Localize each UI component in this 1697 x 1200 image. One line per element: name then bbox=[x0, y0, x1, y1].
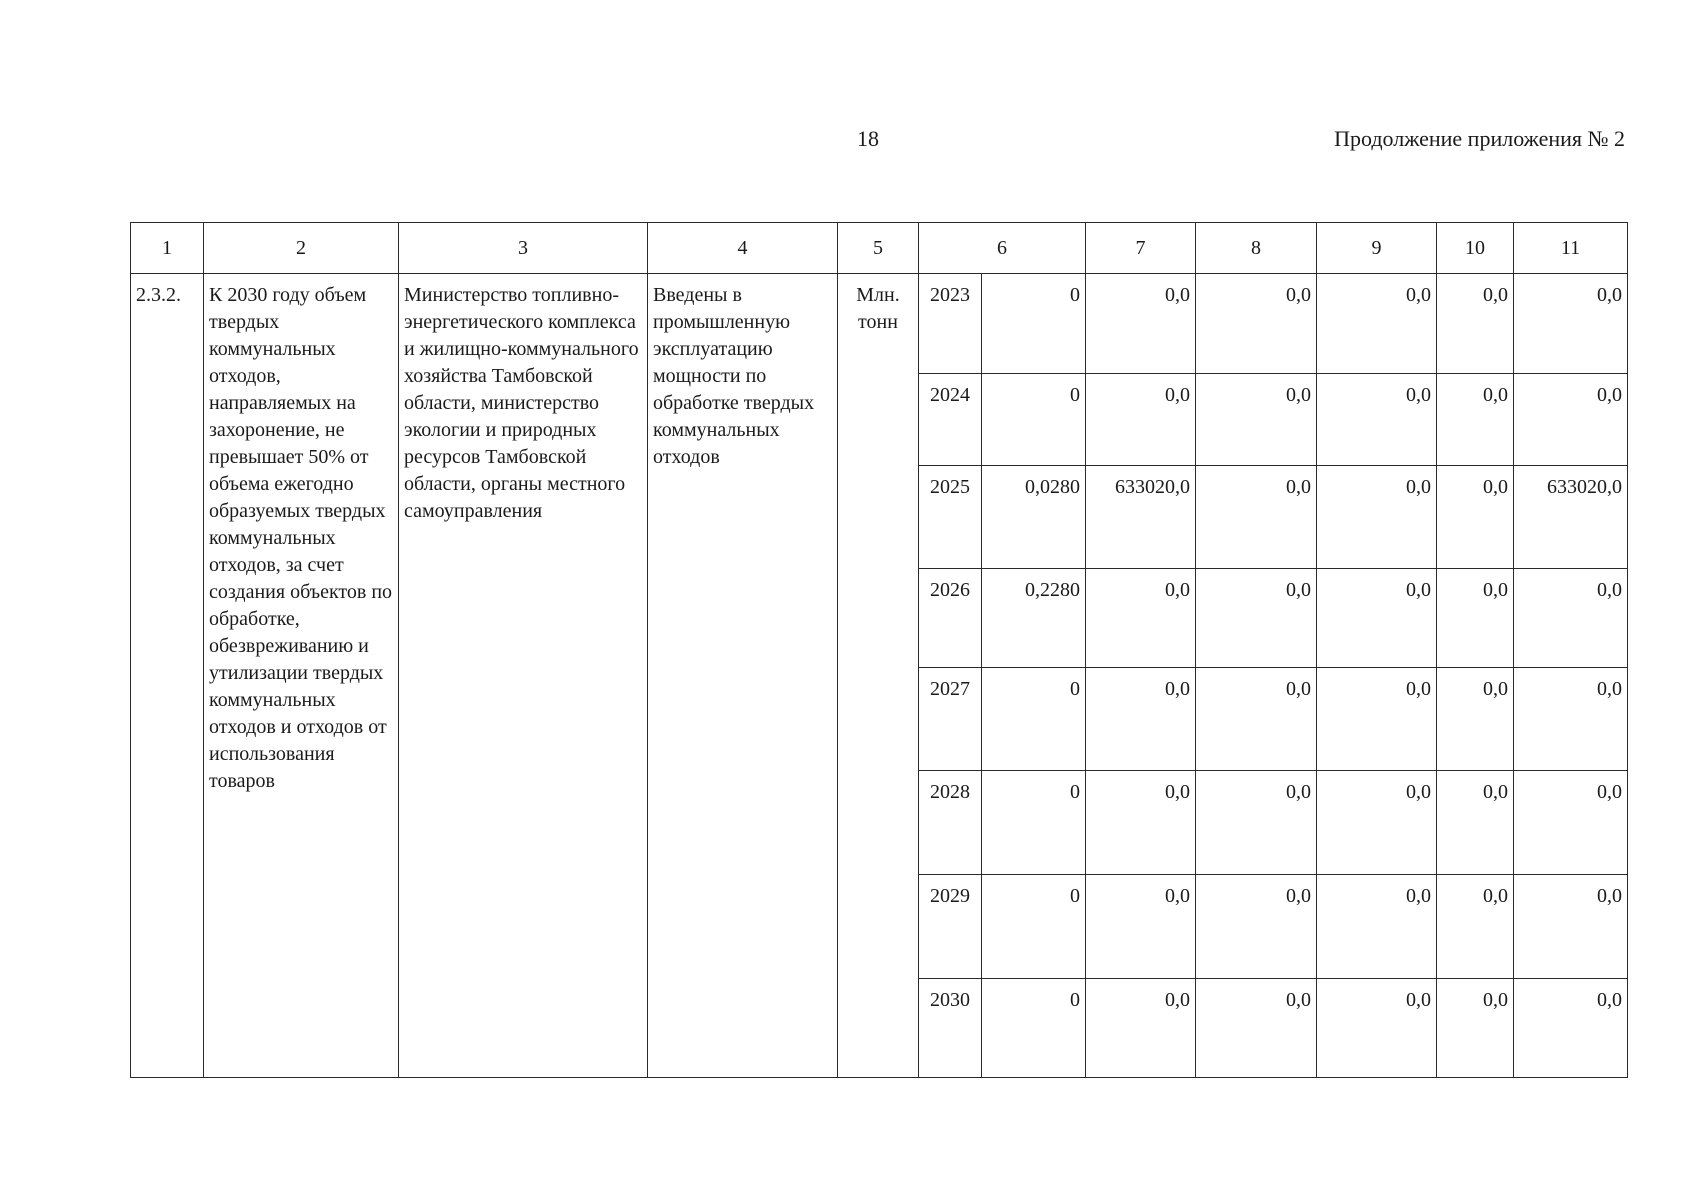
col9-cell: 0,0 bbox=[1317, 668, 1437, 771]
col10-cell: 0,0 bbox=[1437, 875, 1514, 979]
col11-cell: 0,0 bbox=[1514, 569, 1628, 668]
col10-cell: 0,0 bbox=[1437, 466, 1514, 569]
column-number: 7 bbox=[1086, 223, 1196, 274]
col11-cell: 0,0 bbox=[1514, 771, 1628, 875]
col9-cell: 0,0 bbox=[1317, 274, 1437, 374]
page-number: 18 bbox=[857, 126, 879, 151]
col11-cell: 0,0 bbox=[1514, 274, 1628, 374]
value-cell: 0 bbox=[982, 771, 1086, 875]
column-number: 2 bbox=[204, 223, 399, 274]
col9-cell: 0,0 bbox=[1317, 374, 1437, 466]
col7-cell: 0,0 bbox=[1086, 668, 1196, 771]
col10-cell: 0,0 bbox=[1437, 771, 1514, 875]
year-cell: 2029 bbox=[919, 875, 982, 979]
col9-cell: 0,0 bbox=[1317, 569, 1437, 668]
col9-cell: 0,0 bbox=[1317, 771, 1437, 875]
value-cell: 0 bbox=[982, 875, 1086, 979]
year-cell: 2024 bbox=[919, 374, 982, 466]
col8-cell: 0,0 bbox=[1196, 668, 1317, 771]
col7-cell: 0,0 bbox=[1086, 374, 1196, 466]
col8-cell: 0,0 bbox=[1196, 979, 1317, 1078]
year-cell: 2026 bbox=[919, 569, 982, 668]
col10-cell: 0,0 bbox=[1437, 979, 1514, 1078]
col8-cell: 0,0 bbox=[1196, 374, 1317, 466]
row-code: 2.3.2. bbox=[136, 284, 181, 306]
col10-cell: 0,0 bbox=[1437, 668, 1514, 771]
appendix-continuation-note: Продолжение приложения № 2 bbox=[1334, 126, 1625, 151]
col11-cell: 633020,0 bbox=[1514, 466, 1628, 569]
year-cell: 2023 bbox=[919, 274, 982, 374]
col9-cell: 0,0 bbox=[1317, 875, 1437, 979]
col7-cell: 0,0 bbox=[1086, 875, 1196, 979]
year-cell: 2025 bbox=[919, 466, 982, 569]
col8-cell: 0,0 bbox=[1196, 875, 1317, 979]
column-number: 4 bbox=[648, 223, 838, 274]
unit-text: Млн. тонн bbox=[856, 284, 900, 333]
col7-cell: 0,0 bbox=[1086, 979, 1196, 1078]
col8-cell: 0,0 bbox=[1196, 771, 1317, 875]
column-number: 11 bbox=[1514, 223, 1628, 274]
result-cell bbox=[648, 274, 838, 1078]
table-row bbox=[131, 274, 1628, 374]
goal-cell bbox=[204, 274, 399, 1078]
goal-text: К 2030 году объем твердых коммунальных отходов, направляемых на захоронение, не превышает 50% от объема ежегодно образуемых твердых коммунальных отходов, за счет создания объектов по обработке, обезвреживанию и утилизации твердых коммунальных отходов и отходов от использования товаров bbox=[209, 284, 393, 792]
year-cell: 2030 bbox=[919, 979, 982, 1078]
responsible-cell bbox=[399, 274, 648, 1078]
column-number: 8 bbox=[1196, 223, 1317, 274]
value-cell: 0,0280 bbox=[982, 466, 1086, 569]
column-number: 6 bbox=[919, 223, 1086, 274]
col10-cell: 0,0 bbox=[1437, 569, 1514, 668]
column-number: 9 bbox=[1317, 223, 1437, 274]
col11-cell: 0,0 bbox=[1514, 374, 1628, 466]
col7-cell: 0,0 bbox=[1086, 771, 1196, 875]
result-text: Введены в промышленную эксплуатацию мощности по обработке твердых коммунальных отходов bbox=[653, 284, 815, 468]
col7-cell: 0,0 bbox=[1086, 569, 1196, 668]
responsible-text: Министерство топливно-энергетического комплекса и жилищно-коммунального хозяйства Тамбовской области, министерство экологии и природных ресурсов Тамбовской области, органы местного самоуправления bbox=[404, 284, 639, 522]
col11-cell: 0,0 bbox=[1514, 875, 1628, 979]
col8-cell: 0,0 bbox=[1196, 274, 1317, 374]
col7-cell: 0,0 bbox=[1086, 274, 1196, 374]
col9-cell: 0,0 bbox=[1317, 979, 1437, 1078]
column-number-row bbox=[131, 223, 1628, 274]
column-number: 3 bbox=[399, 223, 648, 274]
col8-cell: 0,0 bbox=[1196, 569, 1317, 668]
column-number: 10 bbox=[1437, 223, 1514, 274]
unit-cell bbox=[838, 274, 919, 1078]
col10-cell: 0,0 bbox=[1437, 274, 1514, 374]
col7-cell: 633020,0 bbox=[1086, 466, 1196, 569]
value-cell: 0 bbox=[982, 274, 1086, 374]
value-cell: 0 bbox=[982, 374, 1086, 466]
value-cell: 0 bbox=[982, 979, 1086, 1078]
col11-cell: 0,0 bbox=[1514, 668, 1628, 771]
year-cell: 2028 bbox=[919, 771, 982, 875]
value-cell: 0,2280 bbox=[982, 569, 1086, 668]
col10-cell: 0,0 bbox=[1437, 374, 1514, 466]
col11-cell: 0,0 bbox=[1514, 979, 1628, 1078]
column-number: 5 bbox=[838, 223, 919, 274]
col9-cell: 0,0 bbox=[1317, 466, 1437, 569]
value-cell: 0 bbox=[982, 668, 1086, 771]
indicator-table bbox=[130, 222, 1628, 1078]
col8-cell: 0,0 bbox=[1196, 466, 1317, 569]
year-cell: 2027 bbox=[919, 668, 982, 771]
row-code-cell bbox=[131, 274, 204, 1078]
column-number: 1 bbox=[131, 223, 204, 274]
